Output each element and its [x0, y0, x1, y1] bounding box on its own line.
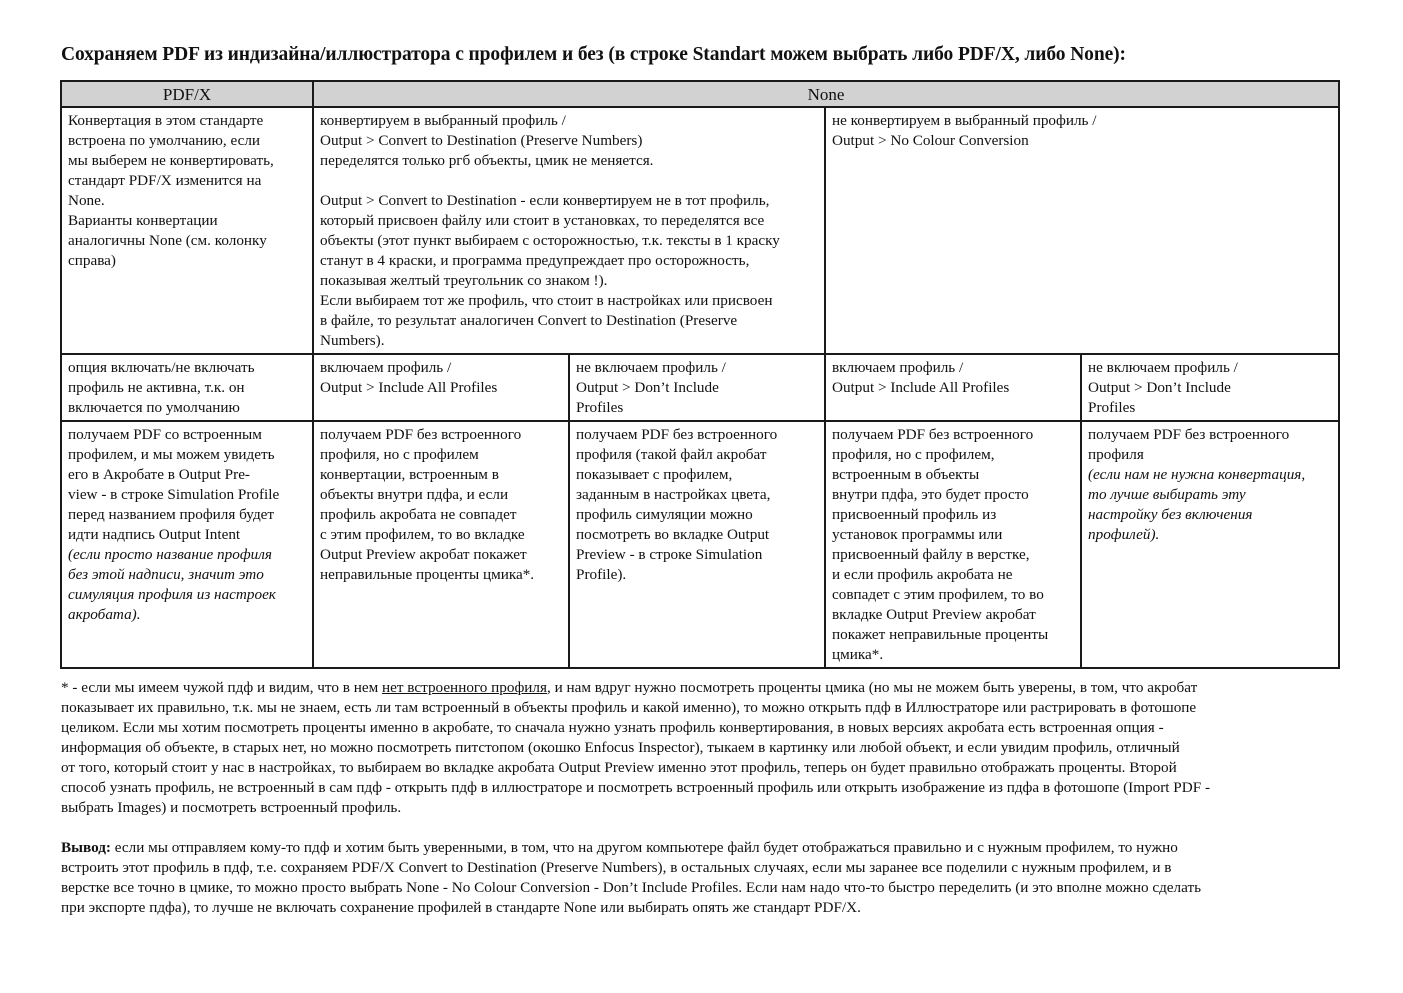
- text-line: мы выберем не конвертировать,: [68, 152, 274, 169]
- text-line: Profile).: [576, 566, 627, 583]
- text-line: без этой надписи, значит это: [68, 566, 264, 583]
- header-pdfx: PDF/X: [61, 81, 313, 107]
- text-line: показывая желтый треугольник со знаком !).: [320, 272, 608, 289]
- text-line: способ узнать профиль, не встроенный в сам пдф - открыть пдф в иллюстраторе и посмотреть встроенный профиль или открыть изображение из пдфа в фотошопе (Import PDF -: [61, 779, 1211, 796]
- convert-main: [320, 111, 818, 171]
- text-line: получаем PDF без встроенного: [832, 426, 1034, 443]
- text-line: Output > No Colour Conversion: [832, 132, 1029, 149]
- cell-result-1: [313, 421, 569, 668]
- result-4-text: [1088, 425, 1332, 465]
- text-line: присвоенный профиль из: [832, 506, 997, 523]
- text-line: целиком. Если мы хотим посмотреть проценты именно в акробате, то сначала нужно узнать профиль конвертирования, в новых версиях акробата есть встроенная опция -: [61, 719, 1164, 736]
- text-line: включаем профиль /: [832, 359, 964, 376]
- text-line: Варианты конвертации: [68, 212, 218, 229]
- text-line: профиля, но с профилем: [320, 446, 479, 463]
- text-line: включается по умолчанию: [68, 399, 240, 416]
- text-line: Если выбираем тот же профиль, что стоит в настройках или присвоен: [320, 292, 773, 309]
- cell-convert-to-destination: [313, 107, 825, 354]
- text-line: профилей).: [1088, 526, 1160, 543]
- footnote: [61, 678, 1346, 818]
- cell-dont-include-profiles-2: [1081, 354, 1339, 421]
- footnote-body: [61, 698, 1346, 818]
- text-line: вкладке Output Preview акробат: [832, 606, 1036, 623]
- text-line: профиля, но с профилем,: [832, 446, 995, 463]
- text-line: Output > Convert to Destination - если конвертируем не в тот профиль,: [320, 192, 770, 209]
- text-line: не конвертируем в выбранный профиль /: [832, 112, 1097, 129]
- conclusion: [61, 838, 1346, 918]
- text-line: Profiles: [576, 399, 624, 416]
- text-line: Output Preview акробат покажет: [320, 546, 527, 563]
- text-line: его в Акробате в Output Pre-: [68, 466, 250, 483]
- text-line: встроить этот профиль в пдф, т.е. сохраняем PDF/X Convert to Destination (Preserve Numbers), в остальных случаях, если мы заранее все поделили с нужным профилем, и в: [61, 859, 1172, 876]
- text-line: информация об объекте, в старых нет, но можно посмотреть питстопом (окошко Enfocus Inspector), тыкаем в картинку или любой объект, и если увидим профиль, отличный: [61, 739, 1180, 756]
- text-line: профиль симуляции можно: [576, 506, 753, 523]
- text-line: Profiles: [1088, 399, 1136, 416]
- cell-result-4: [1081, 421, 1339, 668]
- cell-result-2: [569, 421, 825, 668]
- text-line: внутри пдфа, это будет просто: [832, 486, 1029, 503]
- text-line: не включаем профиль /: [1088, 359, 1238, 376]
- text-line: Preview - в строке Simulation: [576, 546, 763, 563]
- text-line: Output > Include All Profiles: [832, 379, 1010, 396]
- text-line: с этим профилем, то во вкладке: [320, 526, 525, 543]
- text-line: перед названием профиля будет: [68, 506, 275, 523]
- table-row: [61, 107, 1339, 354]
- text-line: в файле, то результат аналогичен Convert to Destination (Preserve: [320, 312, 738, 329]
- text-line: переделятся только ргб объекты, цмик не меняется.: [320, 152, 654, 169]
- text-line: заданным в настройках цвета,: [576, 486, 771, 503]
- text-line: профиля: [1088, 446, 1144, 463]
- text-line: показывает их правильно, т.к. мы не знаем, есть ли там встроенный в объекты профиль и какой именно), то можно открыть пдф в Иллюстраторе или растрировать в фотошопе: [61, 699, 1197, 716]
- text-line: встроена по умолчанию, если: [68, 132, 261, 149]
- convert-details: [320, 191, 818, 351]
- text-line: присвоенный файлу в верстке,: [832, 546, 1030, 563]
- cell-pdfx-conversion: [61, 107, 313, 354]
- text-line: показывает с профилем,: [576, 466, 733, 483]
- conclusion-body: [61, 858, 1346, 918]
- text-line: конвертации, встроенным в: [320, 466, 499, 483]
- text-line: (если просто название профиля: [68, 546, 272, 563]
- text-line: симуляция профиля из настроек: [68, 586, 276, 603]
- text-line: получаем PDF со встроенным: [68, 426, 262, 443]
- text-line: опция включать/не включать: [68, 359, 255, 376]
- text-line: встроенным в объекты: [832, 466, 980, 483]
- text-line: получаем PDF без встроенного: [576, 426, 778, 443]
- text-line: Output > Don’t Include: [576, 379, 719, 396]
- text-line: стандарт PDF/X изменится на: [68, 172, 262, 189]
- profiles-table: [60, 80, 1340, 669]
- table-row: [61, 421, 1339, 668]
- pdfx-result-text: [68, 425, 306, 545]
- text-line: и если профиль акробата не: [832, 566, 1013, 583]
- page-title: Сохраняем PDF из индизайна/иллюстратора с профилем и без (в строке Standart можем выбрать либо PDF/X, либо None):: [61, 44, 1126, 65]
- text-line: получаем PDF без встроенного: [1088, 426, 1290, 443]
- text-line: профилем, и мы можем увидеть: [68, 446, 275, 463]
- no-embedded-profile-underline: нет встроенного профиля: [382, 679, 548, 696]
- cell-no-colour-conversion: [825, 107, 1339, 354]
- text-line: не включаем профиль /: [576, 359, 726, 376]
- text-line: профиль не активна, т.к. он: [68, 379, 245, 396]
- conclusion-label: Вывод:: [61, 839, 111, 856]
- text-line: view - в строке Simulation Profile: [68, 486, 280, 503]
- text-line: который присвоен файлу или стоит в установках, то переделятся все: [320, 212, 765, 229]
- text-line: то лучше выбирать эту: [1088, 486, 1246, 503]
- cell-pdfx-result: [61, 421, 313, 668]
- text-line: верстке все точно в цмике, то можно просто выбрать None - No Colour Conversion - Don’t Include Profiles. Если нам надо что-то быстро переделить (и это вполне можно сделать: [61, 879, 1202, 896]
- text-line: установок программы или: [832, 526, 1003, 543]
- cell-pdfx-include: [61, 354, 313, 421]
- pdfx-result-note: [68, 545, 306, 625]
- text-line: идти надпись Output Intent: [68, 526, 241, 543]
- text-line: станут в 4 краски, и программа предупреждает про осторожность,: [320, 252, 750, 269]
- text-line: профиль акробата не совпадет: [320, 506, 517, 523]
- header-none: None: [313, 81, 1339, 107]
- text-line: объекты (этот пункт выбираем с осторожностью, т.к. тексты в 1 краску: [320, 232, 780, 249]
- text-line: цмика*.: [832, 646, 884, 663]
- table-row: [61, 354, 1339, 421]
- text-line: справа): [68, 252, 116, 269]
- result-4-note: [1088, 465, 1332, 545]
- text-line: Output > Don’t Include: [1088, 379, 1231, 396]
- cell-dont-include-profiles-1: [569, 354, 825, 421]
- text-line: посмотреть во вкладке Output: [576, 526, 770, 543]
- text-line: неправильные проценты цмика*.: [320, 566, 535, 583]
- text-line: объекты внутри пдфа, и если: [320, 486, 509, 503]
- text-line: конвертируем в выбранный профиль /: [320, 112, 566, 129]
- conclusion-first-line: Вывод: если мы отправляем кому-то пдф и хотим быть уверенными, в том, что на другом компьютере файл будет отображаться правильно и с нужным профилем, то нужно: [61, 839, 1178, 856]
- cell-result-3: [825, 421, 1081, 668]
- cell-include-profiles-1: [313, 354, 569, 421]
- text-line: при экспорте пдфа), то лучше не включать сохранение профилей в стандарте None или выбирать опять же стандарт PDF/X.: [61, 899, 861, 916]
- text-line: None.: [68, 192, 105, 209]
- text-line: покажет неправильные проценты: [832, 626, 1049, 643]
- text-line: Output > Convert to Destination (Preserve Numbers): [320, 132, 643, 149]
- text-line: от того, который стоит у нас в настройках, то выбираем во вкладке акробата Output Preview именно этот профиль, теперь он будет правильно отображать проценты. Второй: [61, 759, 1177, 776]
- text-line: аналогичны None (см. колонку: [68, 232, 267, 249]
- text-line: Numbers).: [320, 332, 385, 349]
- footnote-first-line: * - если мы имеем чужой пдф и видим, что в нем нет встроенного профиля, и нам вдруг нужно посмотреть проценты цмика (но мы не можем быть уверены, в том, что акробат: [61, 679, 1198, 696]
- text-line: включаем профиль /: [320, 359, 452, 376]
- text-line: получаем PDF без встроенного: [320, 426, 522, 443]
- text-line: Output > Include All Profiles: [320, 379, 498, 396]
- text-line: Конвертация в этом стандарте: [68, 112, 264, 129]
- cell-include-profiles-2: [825, 354, 1081, 421]
- text-line: (если нам не нужна конвертация,: [1088, 466, 1306, 483]
- text-line: совпадет с этим профилем, то во: [832, 586, 1044, 603]
- text-line: акробата).: [68, 606, 141, 623]
- text-line: выбрать Images) и посмотреть встроенный профиль.: [61, 799, 402, 816]
- text-line: профиля (такой файл акробат: [576, 446, 767, 463]
- table-header-row: [61, 81, 1339, 107]
- text-line: настройку без включения: [1088, 506, 1253, 523]
